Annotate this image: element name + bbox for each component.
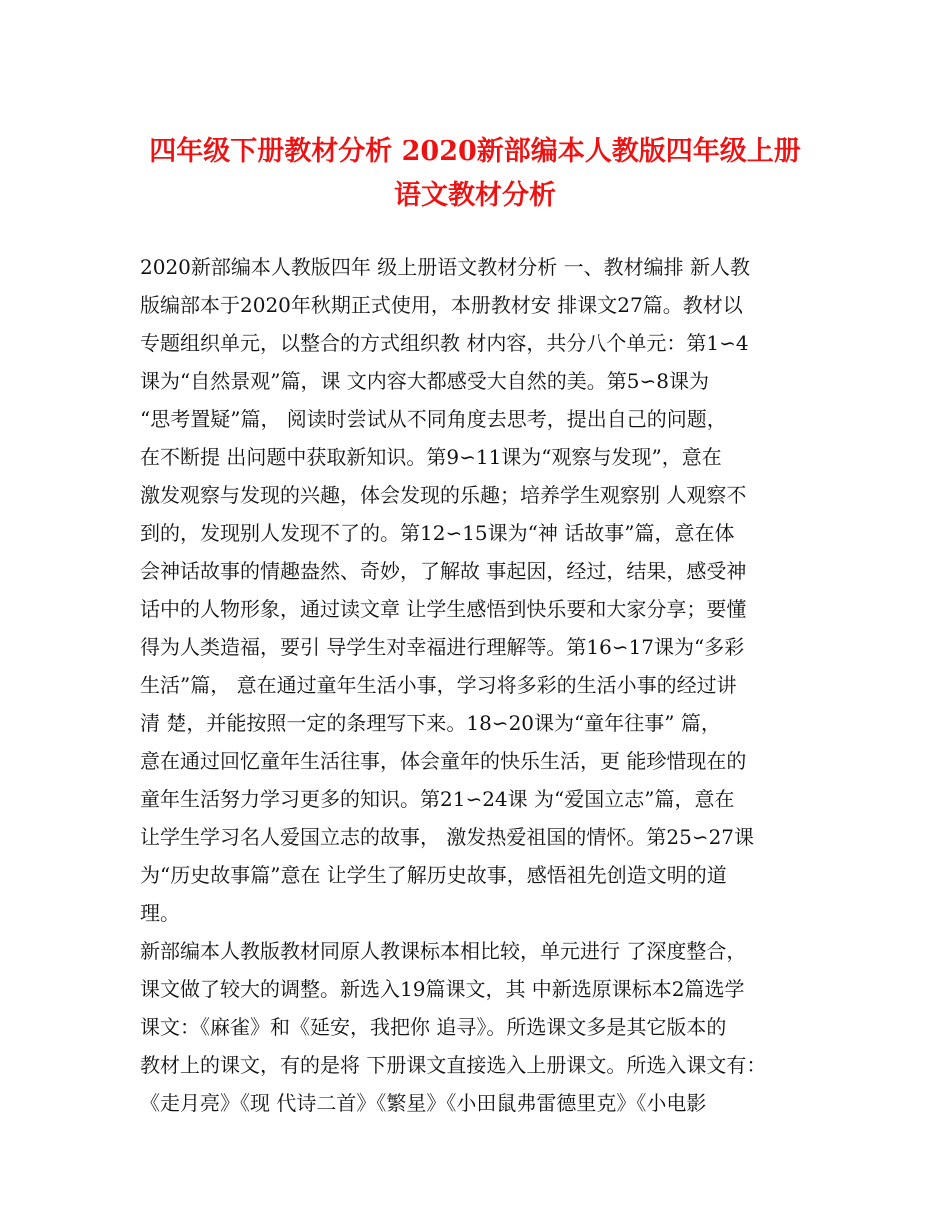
- body-line: 得为人类造福，要引 导学生对幸福进行理解等。第16∽17课为“多彩: [140, 635, 745, 659]
- body-line: 课为“自然景观”篇，课 文内容大都感受大自然的美。第5∽8课为: [140, 369, 710, 393]
- body-line: 版编部本于2020年秋期正式使用，本册教材安 排课文27篇。教材以: [140, 293, 743, 317]
- body-line: 专题组织单元，以整合的方式组织教 材内容，共分八个单元：第1∽4: [140, 331, 749, 355]
- body-line: 2020新部编本人教版四年 级上册语文教材分析 一、教材编排 新人教: [140, 255, 750, 279]
- body-line: 课文：《麻雀》和《延安，我把你 追寻》。所选课文多是其它版本的: [140, 1015, 727, 1039]
- body-line: 清 楚，并能按照一定的条理写下来。18∽20课为“童年往事” 篇，: [140, 711, 721, 735]
- body-line: 教材上的课文，有的是将 下册课文直接选入上册课文。所选入课文有：: [140, 1053, 767, 1077]
- body-line: 到的，发现别人发现不了的。第12∽15课为“神 话故事”篇，意在体: [140, 521, 735, 545]
- body-line: 话中的人物形象，通过读文章 让学生感悟到快乐要和大家分享；要懂: [140, 597, 747, 621]
- body-line: 生活”篇， 意在通过童年生活小事，学习将多彩的生活小事的经过讲: [140, 673, 737, 697]
- body-line: 《走月亮》《现 代诗二首》《繁星》《小田鼠弗雷德里克》《小电影: [140, 1091, 707, 1115]
- body-line: 为“历史故事篇”意在 让学生了解历史故事，感悟祖先创造文明的道: [140, 863, 727, 887]
- body-line: “思考置疑”篇， 阅读时尝试从不同角度去思考，提出自己的问题，: [140, 407, 727, 431]
- body-line: 会神话故事的情趣盎然、奇妙，了解故 事起因，经过，结果，感受神: [140, 559, 747, 583]
- body-line: 激发观察与发现的兴趣，体会发现的乐趣；培养学生观察别 人观察不: [140, 483, 747, 507]
- body-line: 童年生活努力学习更多的知识。第21∽24课 为“爱国立志”篇，意在: [140, 787, 735, 811]
- body-line: 意在通过回忆童年生活往事，体会童年的快乐生活，更 能珍惜现在的: [140, 749, 747, 773]
- document-title-line-1: 四年级下册教材分析 2020新部编本人教版四年级上册: [149, 136, 801, 167]
- body-line: 在不断提 出问题中获取新知识。第9∽11课为“观察与发现”，意在: [140, 445, 722, 469]
- document-body: [140, 248, 820, 1122]
- body-line: 理。: [140, 901, 180, 925]
- document-title-line-2: 语文教材分析: [394, 180, 556, 211]
- body-line: 让学生学习名人爱国立志的故事， 激发热爱祖国的情怀。第25∽27课: [140, 825, 755, 849]
- body-line: 课文做了较大的调整。新选入19篇课文，其 中新选原课标本2篇选学: [140, 977, 745, 1001]
- body-line: 新部编本人教版教材同原人教课标本相比较，单元进行 了深度整合，: [140, 939, 747, 963]
